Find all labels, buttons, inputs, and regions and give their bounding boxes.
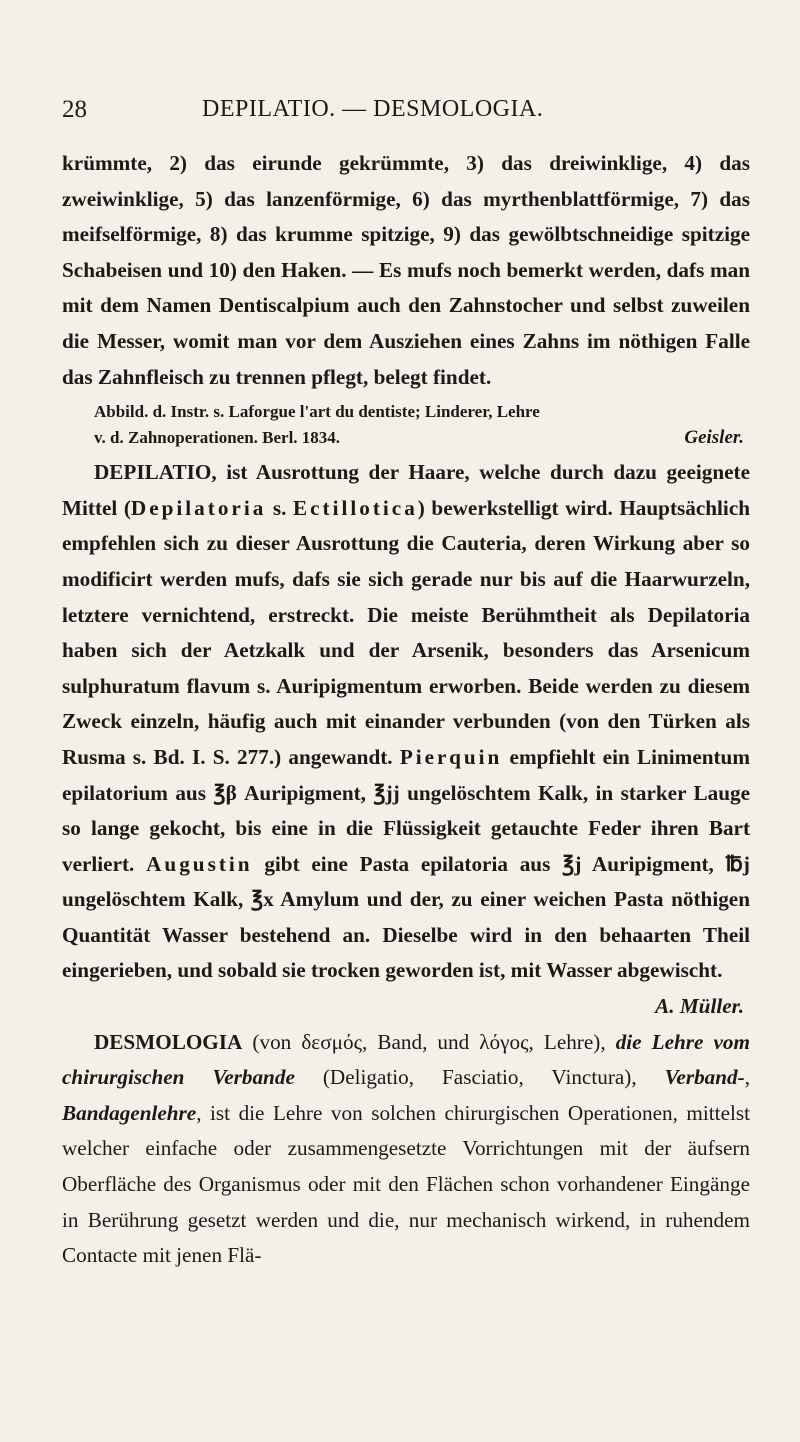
- author-signature: Geisler.: [684, 427, 744, 449]
- running-head: DEPILATIO. — DESMOLOGIA.: [202, 96, 544, 122]
- paragraph-dentiscalpium: krümmte, 2) das eirunde gekrümmte, 3) das dreiwinklige, 4) das zweiwinklige, 5) das lanzenförmige, 6) das myrthenblattförmige, 7) das meifselförmige, 8) das krumme spitzige, 9) das gewölbtschneidige spitzige Schabeisen und 10) den Haken. — Es mufs noch bemerkt werden, dafs man mit dem Namen Dentiscalpium auch den Zahnstocher und selbst zuweilen die Messer, womit man vor dem Ausziehen eines Zahns im nöthigen Falle das Zahnfleisch zu trennen pflegt, belegt findet.: [62, 151, 750, 389]
- reference-line-1: Abbild. d. Instr. s. Laforgue l'art du dentiste; Linderer, Lehre: [94, 402, 540, 422]
- page-number: 28: [62, 96, 87, 123]
- author-signature: A. Müller.: [655, 994, 744, 1019]
- entry-term: DEPILATIO: [94, 460, 212, 485]
- entry-term: DESMOLOGIA: [94, 1029, 243, 1054]
- entry-depilatio: DEPILATIO, ist Ausrottung der Haare, welche durch dazu geeignete Mittel (Depilatoria s. Ectillotica) bewerkstelligt wird. Hauptsächlich empfehlen sich zu dieser Ausrottung die Cauteria, deren Wirkung aber so modificirt werden mufs, dafs sie sich gerade nur bis auf die Haarwurzeln, letztere vernichtend, erstreckt. Die meiste Berühmtheit als Depilatoria haben sich der Aetzkalk und der Arsenik, besonders das Arsenicum sulphuratum flavum s. Auripigmentum erworben. Beide werden zu diesem Zweck einzeln, häufig auch mit einander verbunden (von den Türken als Rusma s. Bd. I. S. 277.) angewandt. Pierquin empfiehlt ein Linimentum epilatorium aus ℥β Auripigment, ℥jj ungelöschtem Kalk, in starker Lauge so lange gekocht, bis eine in die Flüssigkeit getauchte Feder ihren Bart verliert. Augustin gibt eine Pasta epilatoria aus ℥j Auripigment, ℔j ungelöschtem Kalk, ℥x Amylum und der, zu einer weichen Pasta nöthigen Quantität Wasser bestehend an. Dieselbe wird in den behaarten Theil eingerieben, und sobald sie trocken geworden ist, mit Wasser abgewischt. A. Müller.: [62, 455, 750, 989]
- page-body: [62, 146, 750, 1274]
- reference-note-dentiscalpium: [62, 399, 750, 451]
- reference-line-2: v. d. Zahnoperationen. Berl. 1834.: [94, 428, 341, 448]
- synonym-term: Depilatoria: [130, 495, 267, 520]
- synonym-term: Ectillotica: [293, 495, 418, 520]
- page-header: [62, 96, 752, 136]
- entry-desmologia: DESMOLOGIA (von δεσμός, Band, und λόγος, Lehre), die Lehre vom chirurgischen Verbande (Deligatio, Fasciatio, Vinctura), Verband-, Bandagenlehre, ist die Lehre von solchen chirurgischen Operationen, mittelst welcher einfache oder zusammengesetzte Vorrichtungen mit der äufsern Oberfläche des Organismus oder mit den Flächen schon vorhandener Eingänge in Berührung gesetzt werden und die, nur mechanisch wirkend, in ruhendem Contacte mit jenen Flä-: [62, 1029, 750, 1268]
- author-name: Augustin: [146, 851, 253, 876]
- author-name: Pierquin: [399, 744, 503, 769]
